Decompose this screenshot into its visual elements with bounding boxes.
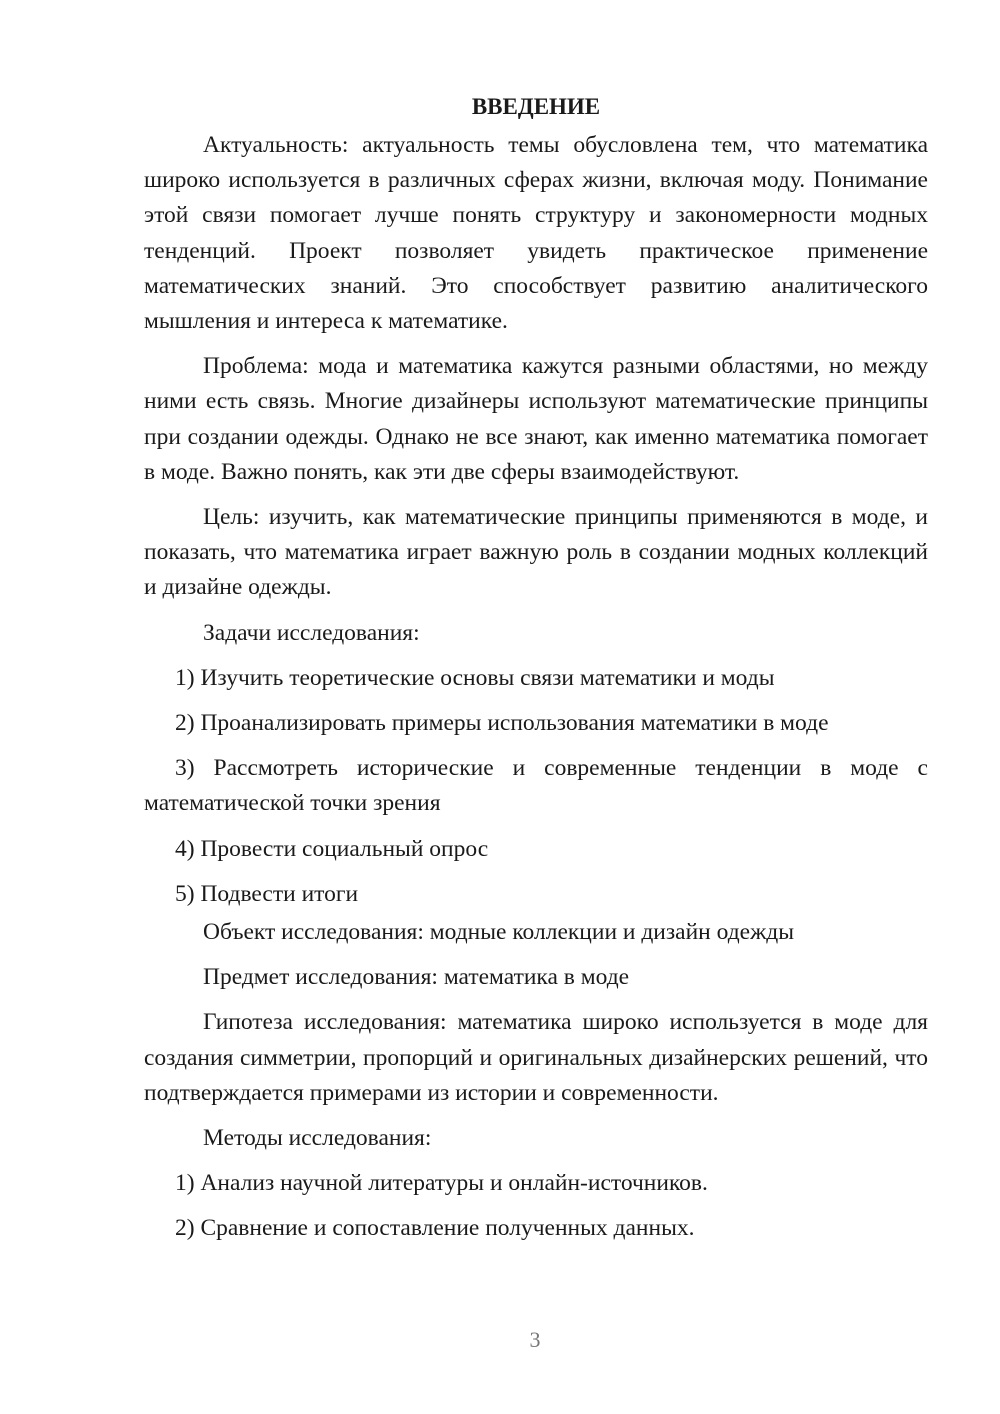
task-item: 3) Рассмотреть исторические и современные тенденции в моде с математической точки зрения [144, 755, 928, 817]
problem-paragraph: Проблема: мода и математика кажутся разными областями, но между ними есть связь. Многие дизайнеры используют математические принципы при создании одежды. Однако не все знают, как именно математика помогает в моде. Важно понять, как эти две сферы взаимодействуют. [144, 353, 928, 485]
task-item: 4) Провести социальный опрос [175, 835, 489, 862]
method-item: 1) Анализ научной литературы и онлайн-источников. [175, 1170, 708, 1197]
object-paragraph: Объект исследования: модные коллекции и дизайн одежды [203, 919, 795, 946]
task-item: 2) Проанализировать примеры использования математики в моде [175, 710, 829, 737]
tasks-heading: Задачи исследования: [203, 619, 420, 646]
section-heading: ВВЕДЕНИЕ [471, 94, 601, 119]
page-number: 3 [529, 1327, 541, 1352]
hypothesis-paragraph: Гипотеза исследования: математика широко используется в моде для создания симметрии, пропорций и оригинальных дизайнерских решений, что подтверждается примерами из истории и современности. [144, 1009, 928, 1106]
subject-paragraph: Предмет исследования: математика в моде [203, 964, 630, 991]
task-item: 5) Подвести итоги [175, 880, 359, 907]
goal-paragraph: Цель: изучить, как математические принципы применяются в моде, и показать, что математика играет важную роль в создании модных коллекций и дизайне одежды. [144, 504, 928, 601]
page-body [144, 92, 928, 1257]
method-item: 2) Сравнение и сопоставление полученных данных. [175, 1215, 695, 1242]
methods-heading: Методы исследования: [203, 1125, 432, 1152]
relevance-paragraph: Актуальность: актуальность темы обусловлена тем, что математика широко используется в различных сферах жизни, включая моду. Понимание этой связи помогает лучше понять структуру и закономерности модных тенденций. Проект позволяет увидеть практическое применение математических знаний. Это способствует развитию аналитического мышления и интереса к математике. [144, 132, 928, 335]
task-item: 1) Изучить теоретические основы связи математики и моды [175, 664, 775, 691]
